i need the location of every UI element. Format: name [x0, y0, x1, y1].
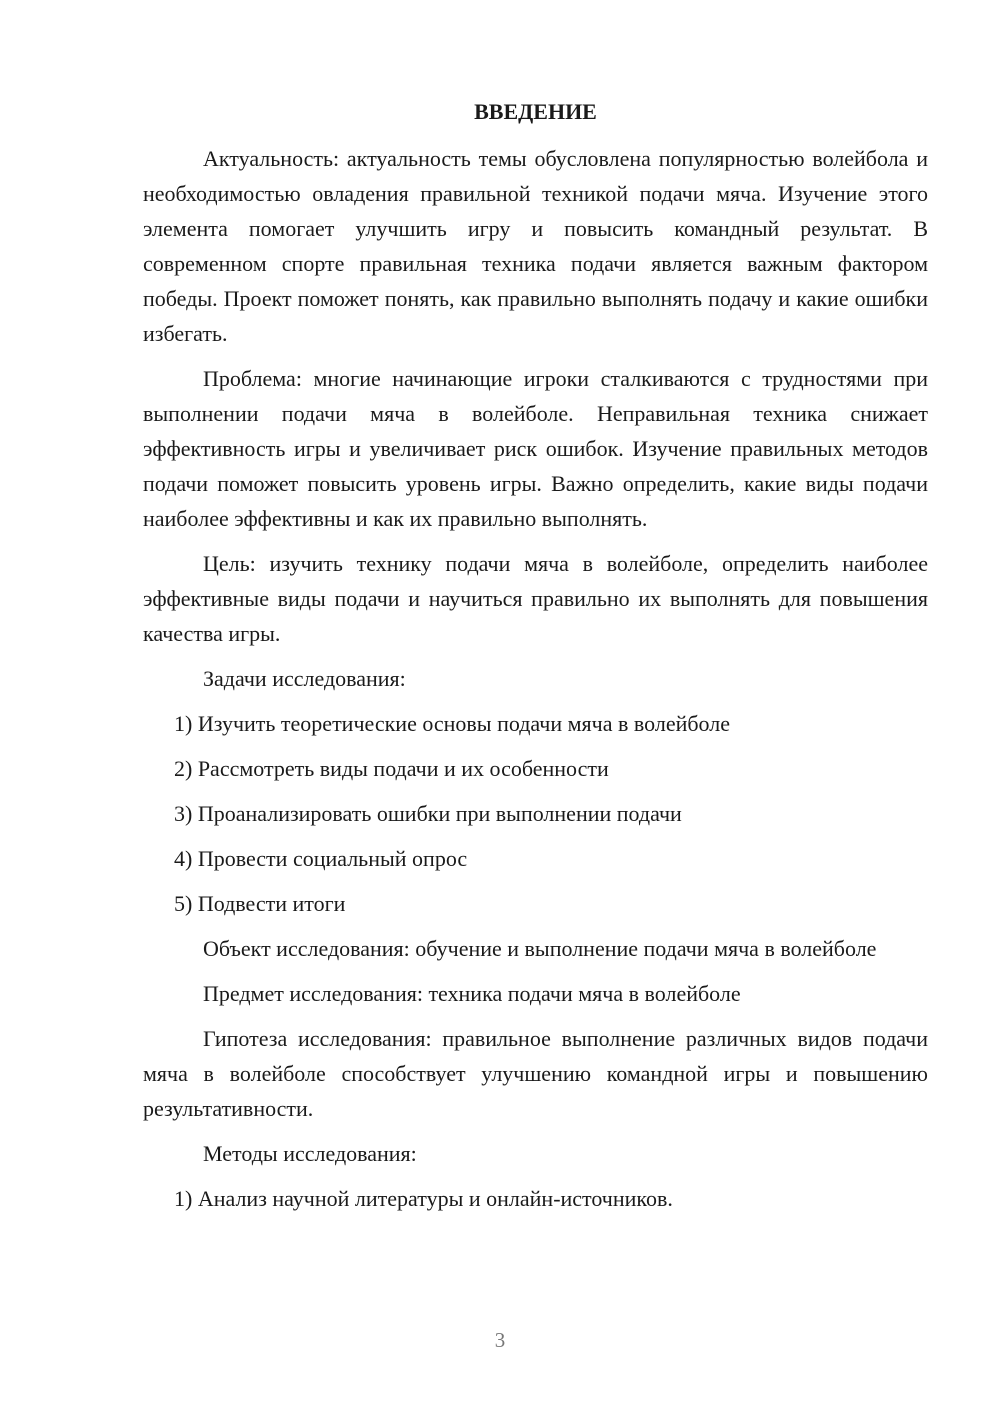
- hypothesis-paragraph: Гипотеза исследования: правильное выполнение различных видов подачи мяча в волейболе способствует улучшению командной игры и повышению результативности.: [143, 1026, 928, 1121]
- subject-paragraph: Предмет исследования: техника подачи мяча в волейболе: [203, 981, 741, 1006]
- tasks-list: [143, 706, 928, 921]
- list-item: 3) Проанализировать ошибки при выполнении подачи: [174, 801, 682, 826]
- page-number: 3: [494, 1328, 506, 1352]
- list-item: 1) Изучить теоретические основы подачи мяча в волейболе: [174, 711, 731, 736]
- list-item: 1) Анализ научной литературы и онлайн-источников.: [174, 1186, 673, 1211]
- methods-heading: Методы исследования:: [203, 1141, 417, 1166]
- methods-list: [143, 1181, 928, 1216]
- section-title: ВВЕДЕНИЕ: [474, 99, 597, 124]
- list-item: 4) Провести социальный опрос: [174, 846, 468, 871]
- goal-paragraph: Цель: изучить технику подачи мяча в волейболе, определить наиболее эффективные виды подачи и научиться правильно их выполнять для повышения качества игры.: [143, 551, 928, 646]
- list-item: 5) Подвести итоги: [174, 891, 346, 916]
- tasks-heading: Задачи исследования:: [203, 666, 406, 691]
- list-item: 2) Рассмотреть виды подачи и их особенности: [174, 756, 609, 781]
- document-page: [143, 94, 928, 1226]
- problem-paragraph: Проблема: многие начинающие игроки сталкиваются с трудностями при выполнении подачи мяча в волейболе. Неправильная техника снижает эффективность игры и увеличивает риск ошибок. Изучение правильных методов подачи поможет повысить уровень игры. Важно определить, какие виды подачи наиболее эффективны и как их правильно выполнять.: [143, 366, 928, 531]
- object-paragraph: Объект исследования: обучение и выполнение подачи мяча в волейболе: [203, 936, 877, 961]
- relevance-paragraph: Актуальность: актуальность темы обусловлена популярностью волейбола и необходимостью овладения правильной техникой подачи мяча. Изучение этого элемента помогает улучшить игру и повысить командный результат. В современном спорте правильная техника подачи является важным фактором победы. Проект поможет понять, как правильно выполнять подачу и какие ошибки избегать.: [143, 146, 928, 346]
